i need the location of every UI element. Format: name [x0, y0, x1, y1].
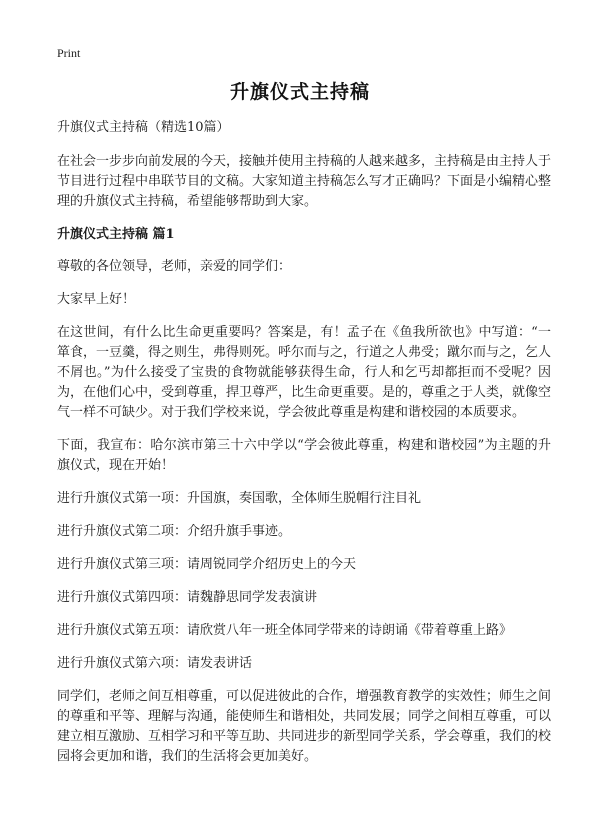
- article-body: [57, 118, 551, 780]
- article-subtitle: 升旗仪式主持稿（精选10篇）: [57, 120, 230, 135]
- paragraph-announce: 下面，我宣布：哈尔滨市第三十六中学以“学会彼此尊重，构建和谐校园”为主题的升旗仪式，现在开始！: [57, 438, 551, 473]
- intro-paragraph: 在社会一步步向前发展的今天，接触并使用主持稿的人越来越多，主持稿是由主持人于节目进行过程中串联节目的文稿。大家知道主持稿怎么写才正确吗？下面是小编精心整理的升旗仪式主持稿，希望能够帮助到大家。: [57, 154, 552, 209]
- paragraph-step-1: 进行升旗仪式第一项：升国旗，奏国歌，全体师生脱帽行注目礼: [57, 491, 422, 506]
- paragraph-good-morning: 大家早上好！: [57, 292, 136, 307]
- paragraph-closing: 同学们，老师之间互相尊重，可以促进彼此的合作，增强教育教学的实效性；师生之间的尊重和平等、理解与沟通，能使师生和谐相处，共同发展；同学之间相互尊重，可以建立相互激励、互相学习和平等互助、共同进步的新型同学关系，学会尊重，我们的校园将会更加和谐，我们的生活将会更加美好。: [57, 689, 552, 764]
- section-heading: 升旗仪式主持稿 篇1: [57, 227, 175, 242]
- paragraph-step-5: 进行升旗仪式第五项：请欣赏八年一班全体同学带来的诗朗诵《带着尊重上路》: [57, 623, 513, 638]
- paragraph-step-6: 进行升旗仪式第六项：请发表讲话: [57, 656, 253, 671]
- print-link[interactable]: Print: [57, 46, 81, 60]
- paragraph-greeting: 尊敬的各位领导，老师，亲爱的同学们：: [57, 259, 292, 274]
- page-title: 升旗仪式主持稿: [229, 81, 370, 103]
- paragraph-step-2: 进行升旗仪式第二项：介绍升旗手事迹。: [57, 524, 292, 539]
- paragraph-step-4: 进行升旗仪式第四项：请魏静思同学发表演讲: [57, 590, 318, 605]
- paragraph-step-3: 进行升旗仪式第三项：请周锐同学介绍历史上的今天: [57, 557, 357, 572]
- paragraph-respect: 在这世间，有什么比生命更重要吗？答案是，有！孟子在《鱼我所欲也》中写道：“一箪食，一豆羹，得之则生，弗得则死。呼尔而与之，行道之人弗受；蹴尔而与之，乞人不屑也。”为什么接受了宝贵的食物就能够获得生命，行人和乞丐却都拒而不受呢？因为，在他们心中，受到尊重，捍卫尊严，比生命更重要。是的，尊重之于人类，就像空气一样不可缺少。对于我们学校来说，学会彼此尊重是构建和谐校园的本质要求。: [57, 325, 552, 420]
